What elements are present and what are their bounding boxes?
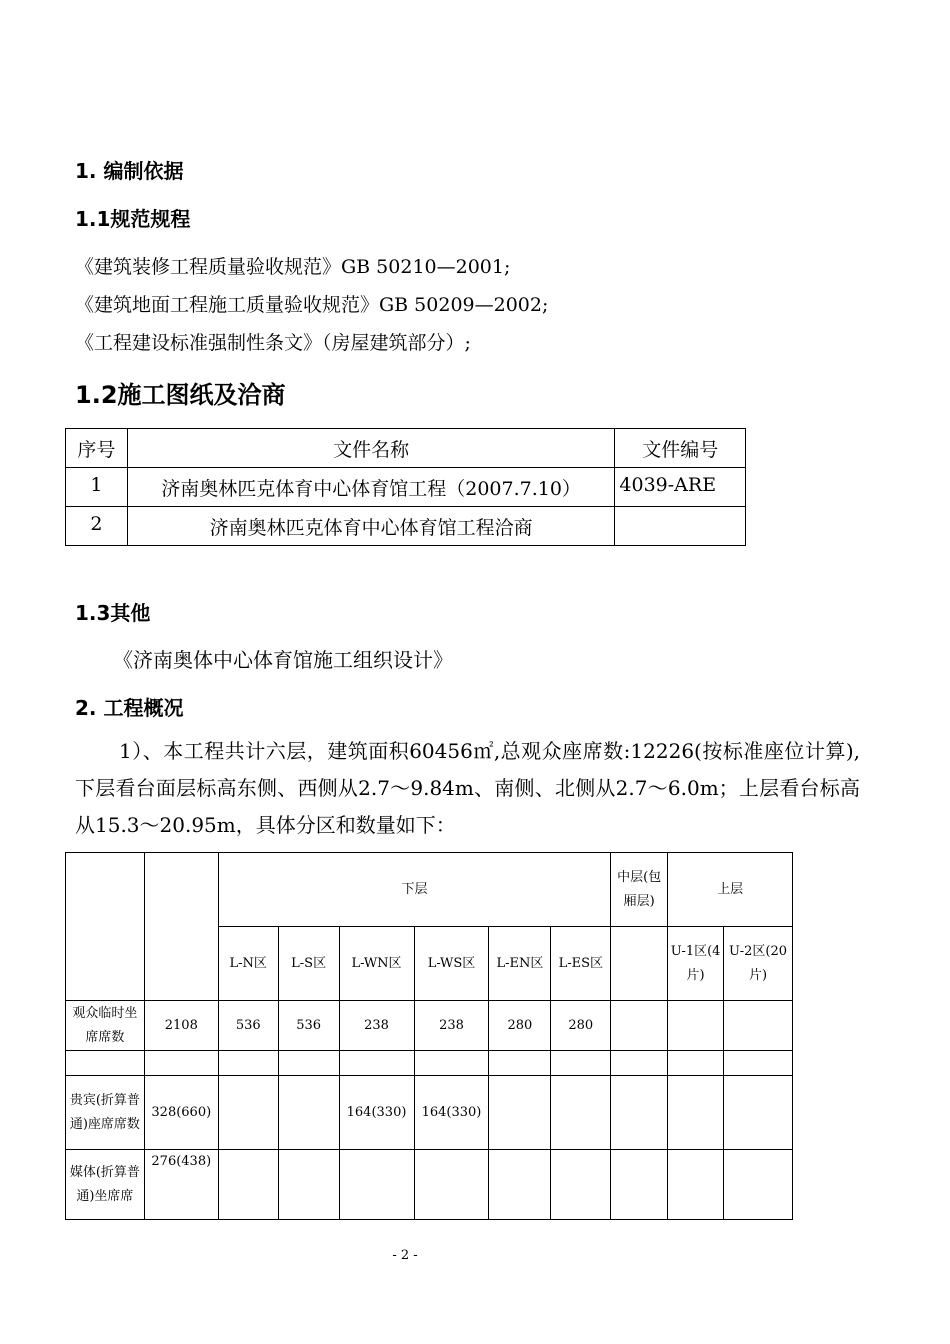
table-cell [724,1076,793,1150]
middle-level-header: 中层(包厢层) [611,853,668,927]
table-cell [218,1051,278,1076]
standard-item-2: 《建筑地面工程施工质量验收规范》GB 50209—2002; [75,294,549,316]
header-cell: 文件编号 [615,429,746,468]
table-row [66,1001,793,1051]
table-cell [551,1051,611,1076]
table-cell: 238 [339,1001,414,1051]
table-cell [218,1150,278,1220]
section-2-heading: 2. 工程概况 [75,696,184,720]
table-cell [489,1076,551,1150]
row-label: 观众临时坐席席数 [66,1001,145,1051]
row-label [66,1051,145,1076]
table-cell: 2 [66,507,128,546]
table-cell [615,507,746,546]
header-cell: 序号 [66,429,128,468]
other-item: 《济南奥体中心体育馆施工组织设计》 [113,648,453,672]
table-cell [668,1001,724,1051]
page-number: - 2 - [392,1248,418,1263]
section-1-3-heading: 1.3其他 [75,601,151,625]
table-cell [278,1150,339,1220]
zone-header: L-ES区 [551,927,611,1001]
table-cell: 536 [278,1001,339,1051]
table-cell: 164(330) [414,1076,489,1150]
table-cell [611,1076,668,1150]
table-cell [611,1150,668,1220]
zone-header: U-2区(20片) [724,927,793,1001]
table-cell [668,1051,724,1076]
zone-header [611,927,668,1001]
table-row [66,1051,793,1076]
table-cell [551,1150,611,1220]
table-cell: 164(330) [339,1076,414,1150]
table-cell [611,1001,668,1051]
table-row [66,507,746,546]
table-row [66,1076,793,1150]
section-1-2-heading: 1.2施工图纸及洽商 [75,381,286,409]
row-label: 贵宾(折算普通)座席席数 [66,1076,145,1150]
table-cell [724,1001,793,1051]
table-cell [339,1051,414,1076]
table-cell [414,1051,489,1076]
drawings-table [65,428,746,546]
table-cell: 536 [218,1001,278,1051]
zone-header: L-EN区 [489,927,551,1001]
row-label: 媒体(折算普通)坐席席 [66,1150,145,1220]
table-cell [611,1051,668,1076]
row-total [144,1051,218,1076]
header-cell: 文件名称 [127,429,615,468]
table-cell: 280 [551,1001,611,1051]
table-cell: 济南奥林匹克体育中心体育馆工程（2007.7.10） [127,468,615,507]
row-total: 276(438) [144,1150,218,1220]
table-row [66,468,746,507]
row-total: 2108 [144,1001,218,1051]
table-cell [489,1150,551,1220]
overview-paragraph: 1）、本工程共计六层，建筑面积60456㎡,总观众座席数:12226(按标准座位计算),下层看台面层标高东侧、西侧从2.7～9.84m、南侧、北侧从2.7～6.0m；上层看台标高从15.3～20.95m，具体分区和数量如下： [75,739,860,837]
table-cell [668,1076,724,1150]
table-header-row [66,429,746,468]
standard-item-1: 《建筑装修工程质量验收规范》GB 50210—2001; [75,256,511,278]
corner-cell [66,853,145,1001]
lower-level-header: 下层 [218,853,610,927]
zone-header: L-WN区 [339,927,414,1001]
zone-header: L-S区 [278,927,339,1001]
upper-level-header: 上层 [668,853,793,927]
table-cell: 280 [489,1001,551,1051]
table-cell [551,1076,611,1150]
table-cell [278,1076,339,1150]
zone-header: U-1区(4片) [668,927,724,1001]
table-cell [218,1076,278,1150]
section-1-1-heading: 1.1规范规程 [75,207,191,231]
table-cell [724,1150,793,1220]
seat-distribution-table [65,852,793,1220]
table-cell [414,1150,489,1220]
table-cell: 1 [66,468,128,507]
table-cell [724,1051,793,1076]
section-1-heading: 1. 编制依据 [75,159,184,183]
standard-item-3: 《工程建设标准强制性条文》（房屋建筑部分）; [75,332,471,354]
table-cell [668,1150,724,1220]
table-cell [339,1150,414,1220]
table-cell: 238 [414,1001,489,1051]
total-header-cell [144,853,218,1001]
zone-header: L-N区 [218,927,278,1001]
zone-header: L-WS区 [414,927,489,1001]
row-total: 328(660) [144,1076,218,1150]
table-row [66,1150,793,1220]
table-cell [278,1051,339,1076]
table-cell: 济南奥林匹克体育中心体育馆工程洽商 [127,507,615,546]
table-cell [489,1051,551,1076]
table-cell: 4039-ARE [615,468,746,507]
